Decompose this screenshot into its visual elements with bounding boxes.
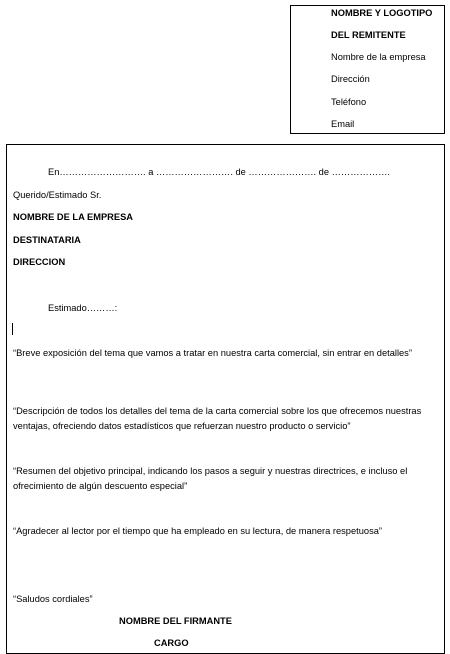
- salutation: Querido/Estimado Sr.: [13, 190, 102, 200]
- signer-title: CARGO: [154, 638, 189, 648]
- recipient-address: DIRECCION: [13, 257, 66, 267]
- paragraph-details: “Descripción de todos los detalles del tema de la carta comercial sobre los que ofrecemos nuestras ventajas, ofreciendo datos estadísticos que refuerzan nuestro producto o servicio”: [13, 406, 422, 431]
- sender-email: Email: [331, 119, 355, 129]
- closing: “Saludos cordiales”: [13, 594, 93, 604]
- greeting: Estimado………:: [48, 303, 118, 313]
- sender-company: Nombre de la empresa: [331, 52, 426, 62]
- recipient-company: NOMBRE DE LA EMPRESA: [13, 212, 134, 222]
- signer-name: NOMBRE DEL FIRMANTE: [119, 616, 232, 626]
- recipient-line2: DESTINATARIA: [13, 235, 81, 245]
- sender-phone: Teléfono: [331, 97, 367, 107]
- sender-logo-line2: DEL REMITENTE: [331, 30, 406, 40]
- paragraph-intro: “Breve exposición del tema que vamos a tratar en nuestra carta comercial, sin entrar en detalles”: [13, 348, 412, 358]
- paragraph-thanks: “Agradecer al lector por el tiempo que ha empleado en su lectura, de manera respetuosa”: [13, 526, 382, 536]
- date-line: En………………………. a ……………………. de …………………. de ……………….: [48, 167, 390, 177]
- paragraph-summary: “Resumen del objetivo principal, indicando los pasos a seguir y nuestras directrices, e incluso el ofrecimiento de algún descuento especial”: [13, 466, 408, 491]
- sender-box: [290, 5, 445, 134]
- text-cursor: [12, 323, 13, 335]
- sender-address: Dirección: [331, 74, 370, 84]
- sender-logo-line1: NOMBRE Y LOGOTIPO: [331, 8, 433, 18]
